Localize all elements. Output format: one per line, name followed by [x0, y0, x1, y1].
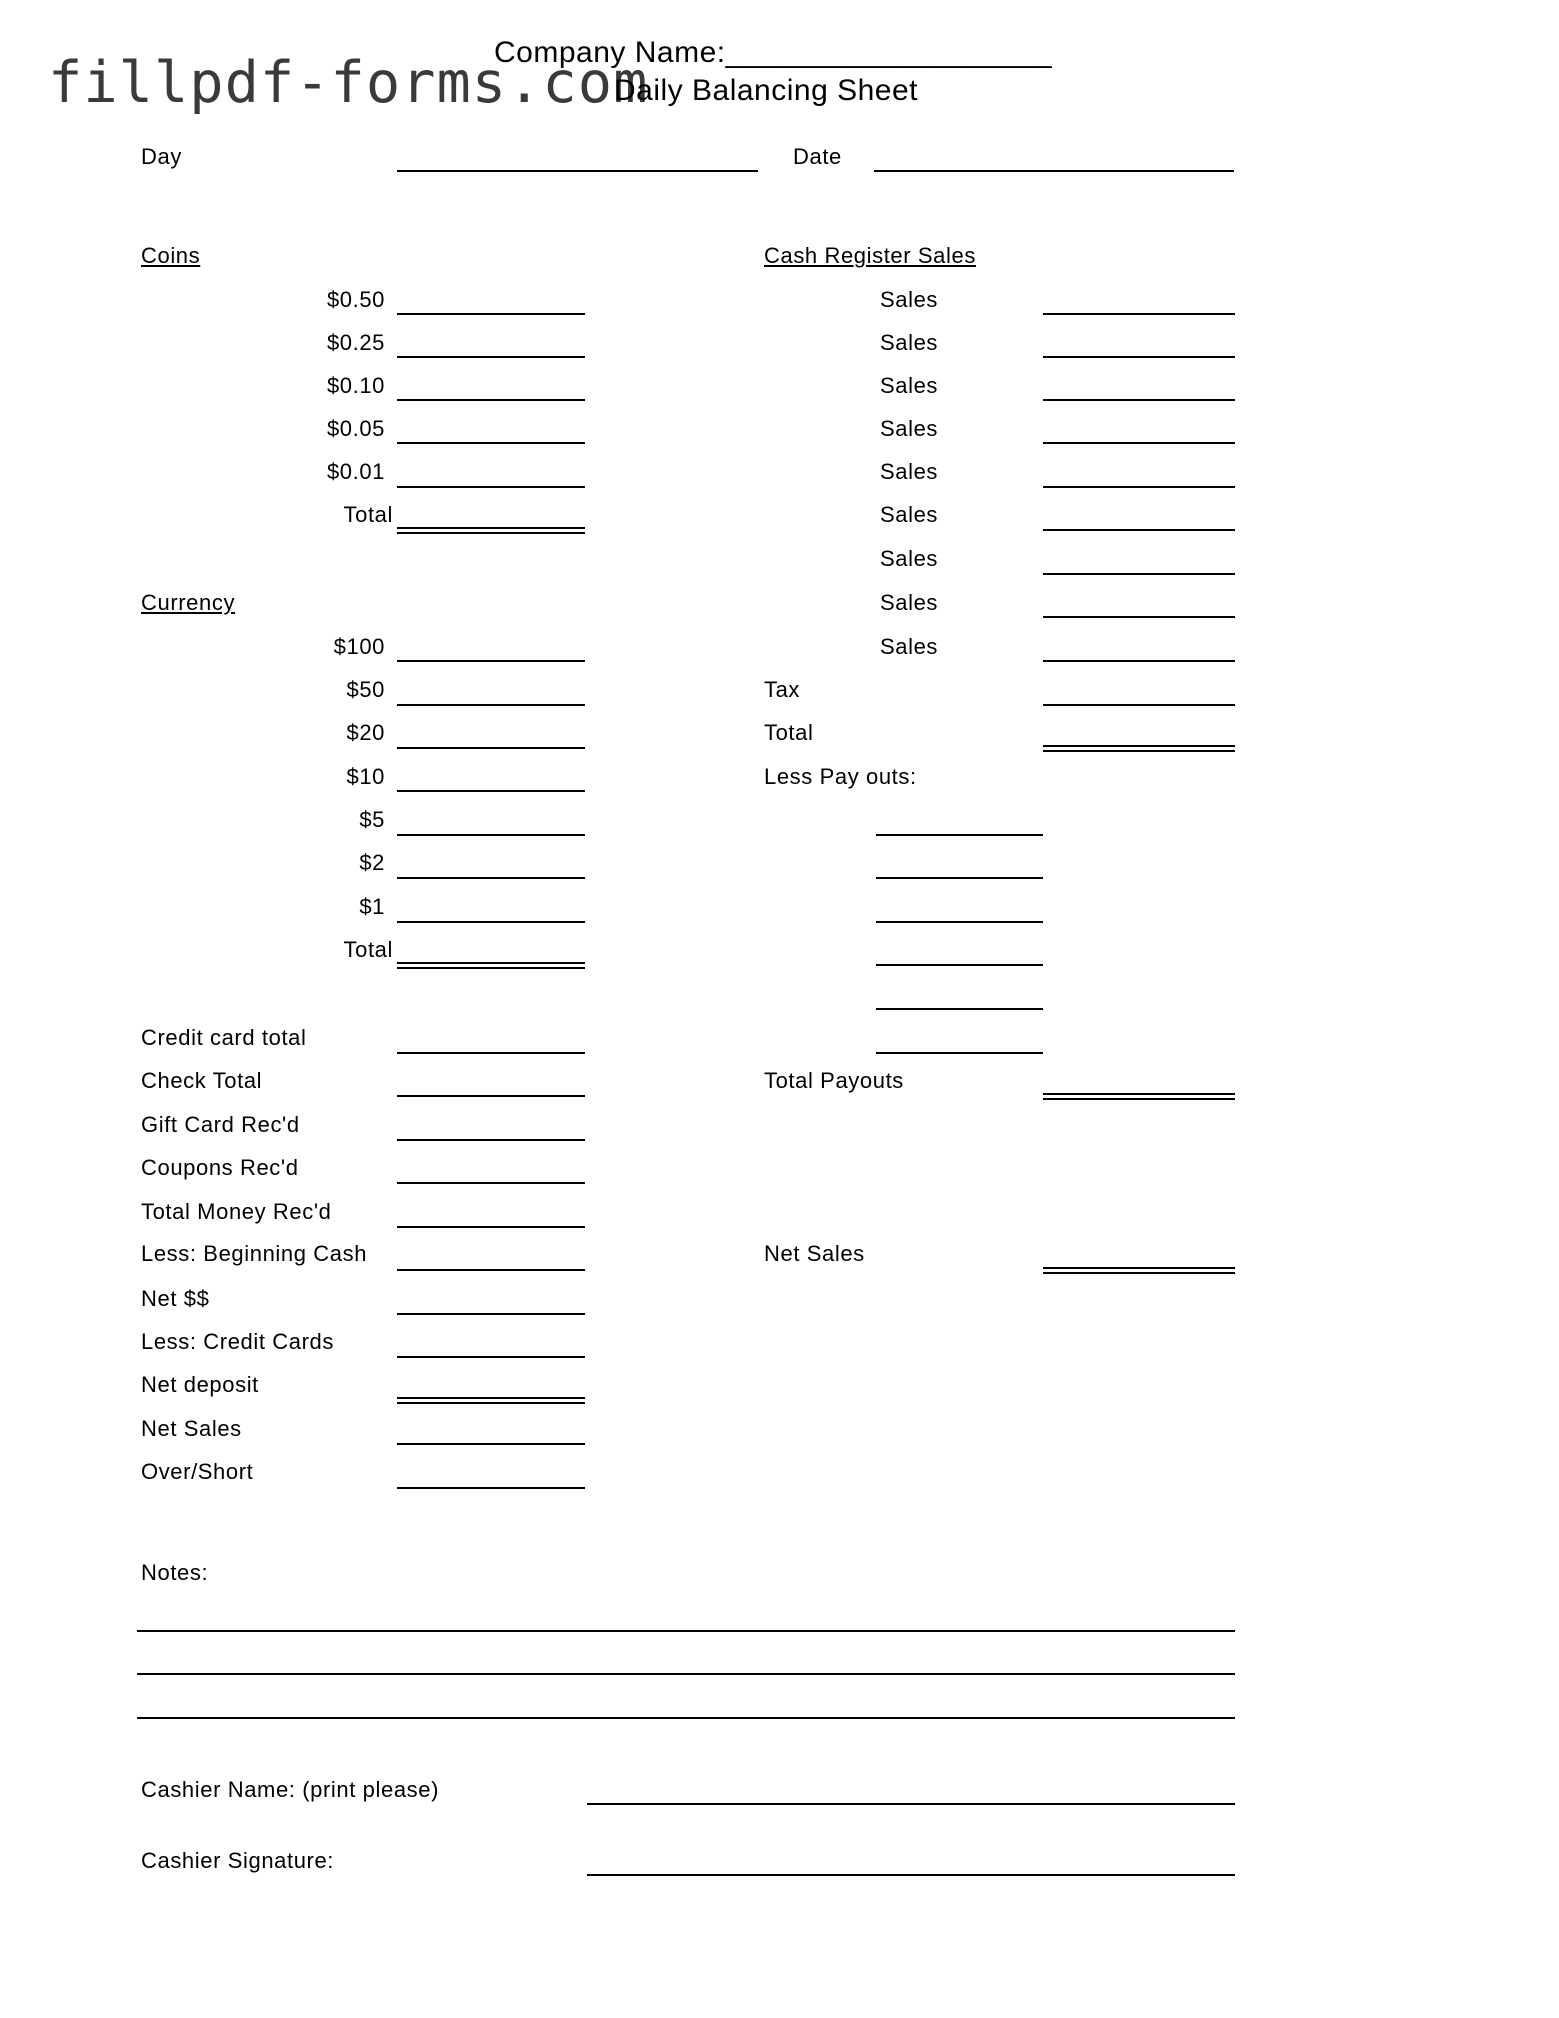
day-field[interactable] [397, 170, 758, 172]
payout-field[interactable] [876, 1008, 1043, 1010]
coin-field[interactable] [397, 313, 585, 315]
notes-line[interactable] [137, 1630, 1235, 1632]
sales-label: Sales [880, 373, 939, 398]
net-dollars-label: Net $$ [141, 1286, 210, 1311]
net-deposit-field[interactable] [397, 1397, 585, 1404]
sales-field[interactable] [1043, 313, 1235, 315]
currency-total-label: Total [343, 937, 393, 962]
currency-field[interactable] [397, 834, 585, 836]
coin-field[interactable] [397, 399, 585, 401]
register-total-field[interactable] [1043, 745, 1235, 752]
sales-field[interactable] [1043, 442, 1235, 444]
coin-field[interactable] [397, 486, 585, 488]
cashier-signature-field[interactable] [587, 1874, 1235, 1876]
date-field[interactable] [874, 170, 1234, 172]
currency-field[interactable] [397, 747, 585, 749]
currency-label: $100 [333, 634, 385, 659]
check-total-field[interactable] [397, 1095, 585, 1097]
sales-field[interactable] [1043, 616, 1235, 618]
sales-label: Sales [880, 416, 939, 441]
total-payouts-field[interactable] [1043, 1093, 1235, 1100]
cashier-name-field[interactable] [587, 1803, 1235, 1805]
payout-field[interactable] [876, 834, 1043, 836]
total-payouts-label: Total Payouts [764, 1068, 904, 1093]
less-payouts-label: Less Pay outs: [764, 764, 917, 789]
currency-label: $10 [346, 764, 385, 789]
notes-line[interactable] [137, 1673, 1235, 1675]
cash-register-sales-heading: Cash Register Sales [764, 243, 976, 268]
company-name-label: Company Name:___________________ [494, 36, 1053, 69]
coupons-label: Coupons Rec'd [141, 1155, 299, 1180]
coins-total-field[interactable] [397, 527, 585, 534]
sales-label: Sales [880, 634, 939, 659]
coin-label: $0.05 [326, 416, 385, 441]
coin-label: $0.01 [326, 459, 385, 484]
net-sales-left-field[interactable] [397, 1443, 585, 1445]
currency-field[interactable] [397, 704, 585, 706]
tax-field[interactable] [1043, 704, 1235, 706]
sales-field[interactable] [1043, 529, 1235, 531]
sales-label: Sales [880, 502, 939, 527]
over-short-field[interactable] [397, 1487, 585, 1489]
check-total-label: Check Total [141, 1068, 263, 1093]
coin-label: $0.25 [326, 330, 385, 355]
currency-total-field[interactable] [397, 962, 585, 969]
payout-field[interactable] [876, 1052, 1043, 1054]
currency-field[interactable] [397, 660, 585, 662]
less-credit-cards-label: Less: Credit Cards [141, 1329, 334, 1354]
net-sales-left-label: Net Sales [141, 1416, 242, 1441]
currency-field[interactable] [397, 790, 585, 792]
total-money-field[interactable] [397, 1226, 585, 1228]
notes-label: Notes: [141, 1560, 209, 1585]
sales-field[interactable] [1043, 399, 1235, 401]
notes-line[interactable] [137, 1717, 1235, 1719]
sales-label: Sales [880, 330, 939, 355]
tax-label: Tax [764, 677, 801, 702]
coins-total-label: Total [343, 502, 393, 527]
net-sales-right-label: Net Sales [764, 1241, 865, 1266]
day-label: Day [141, 144, 182, 169]
gift-card-field[interactable] [397, 1139, 585, 1141]
net-dollars-field[interactable] [397, 1313, 585, 1315]
gift-card-label: Gift Card Rec'd [141, 1112, 300, 1137]
credit-card-total-field[interactable] [397, 1052, 585, 1054]
total-money-label: Total Money Rec'd [141, 1199, 332, 1224]
payout-field[interactable] [876, 964, 1043, 966]
sales-field[interactable] [1043, 486, 1235, 488]
sales-field[interactable] [1043, 356, 1235, 358]
net-sales-right-field[interactable] [1043, 1267, 1235, 1274]
currency-field[interactable] [397, 877, 585, 879]
date-label: Date [793, 144, 842, 169]
less-credit-cards-field[interactable] [397, 1356, 585, 1358]
over-short-label: Over/Short [141, 1459, 254, 1484]
credit-card-total-label: Credit card total [141, 1025, 307, 1050]
sales-label: Sales [880, 590, 939, 615]
sales-label: Sales [880, 546, 939, 571]
payout-field[interactable] [876, 921, 1043, 923]
cashier-signature-label: Cashier Signature: [141, 1848, 335, 1873]
sales-label: Sales [880, 459, 939, 484]
sales-field[interactable] [1043, 573, 1235, 575]
net-deposit-label: Net deposit [141, 1372, 259, 1397]
watermark: fillpdf-forms.com [48, 50, 649, 116]
beginning-cash-field[interactable] [397, 1269, 585, 1271]
payout-field[interactable] [876, 877, 1043, 879]
currency-field[interactable] [397, 921, 585, 923]
currency-label: $1 [359, 894, 385, 919]
page-title: Daily Balancing Sheet [614, 74, 919, 107]
sales-label: Sales [880, 287, 939, 312]
coin-field[interactable] [397, 442, 585, 444]
register-total-label: Total [764, 720, 814, 745]
sales-field[interactable] [1043, 660, 1235, 662]
coin-label: $0.10 [326, 373, 385, 398]
coin-label: $0.50 [326, 287, 385, 312]
currency-label: $5 [359, 807, 385, 832]
currency-heading: Currency [141, 590, 236, 615]
coupons-field[interactable] [397, 1182, 585, 1184]
beginning-cash-label: Less: Beginning Cash [141, 1241, 368, 1266]
coin-field[interactable] [397, 356, 585, 358]
cashier-name-label: Cashier Name: (print please) [141, 1777, 440, 1802]
currency-label: $50 [346, 677, 385, 702]
currency-label: $2 [359, 850, 385, 875]
currency-label: $20 [346, 720, 385, 745]
coins-heading: Coins [141, 243, 201, 268]
